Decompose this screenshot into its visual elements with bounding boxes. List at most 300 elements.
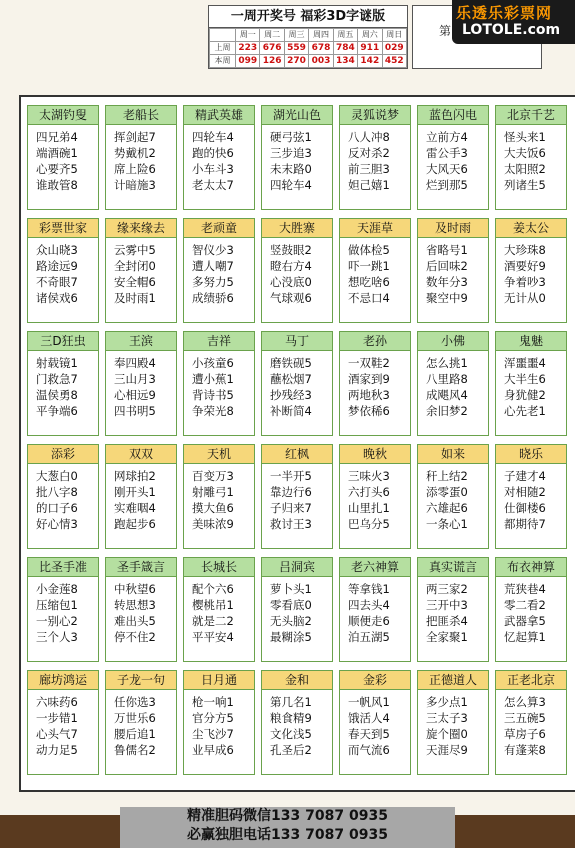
puzzle-card bbox=[105, 670, 177, 775]
riddle-line: 动力足5 bbox=[36, 743, 78, 757]
riddle-line: 三步追3 bbox=[270, 146, 312, 160]
riddle-line: 及时雨1 bbox=[114, 291, 156, 305]
card-lines bbox=[106, 464, 176, 532]
riddle-line: 等拿钱1 bbox=[348, 582, 390, 596]
puzzle-card bbox=[495, 557, 567, 662]
riddle-line: 添零蛋0 bbox=[426, 485, 468, 499]
riddle-line: 大葱白0 bbox=[36, 469, 78, 483]
riddle-line: 心要齐5 bbox=[36, 162, 78, 176]
riddle-line: 子建才4 bbox=[504, 469, 546, 483]
card-author: 王滨 bbox=[106, 332, 176, 351]
puzzle-card bbox=[495, 218, 567, 323]
riddle-line: 太阳照2 bbox=[504, 162, 546, 176]
puzzle-card bbox=[183, 105, 255, 210]
riddle-line: 无头脑2 bbox=[270, 614, 312, 628]
card-lines bbox=[340, 351, 410, 419]
puzzle-card bbox=[183, 670, 255, 775]
card-lines bbox=[496, 351, 566, 419]
site-logo[interactable] bbox=[452, 0, 575, 44]
riddle-line: 烂到那5 bbox=[426, 178, 468, 192]
puzzle-card bbox=[105, 444, 177, 549]
riddle-line: 任你选3 bbox=[114, 695, 156, 709]
card-author: 吉祥 bbox=[184, 332, 254, 351]
puzzle-card bbox=[339, 105, 411, 210]
riddle-line: 做体检5 bbox=[348, 243, 390, 257]
card-lines bbox=[262, 577, 332, 645]
riddle-line: 刚开头1 bbox=[114, 485, 156, 499]
puzzle-card bbox=[417, 670, 489, 775]
riddle-line: 安全帽6 bbox=[114, 275, 156, 289]
card-lines bbox=[184, 238, 254, 306]
riddle-line: 三五碗5 bbox=[504, 711, 546, 725]
riddle-line: 中秋望6 bbox=[114, 582, 156, 596]
puzzle-card bbox=[183, 557, 255, 662]
riddle-line: 四兄弟4 bbox=[36, 130, 78, 144]
riddle-line: 未末路0 bbox=[270, 162, 312, 176]
riddle-line: 网球拍2 bbox=[114, 469, 156, 483]
riddle-line: 遭小蕉1 bbox=[192, 372, 234, 386]
riddle-line: 心头气7 bbox=[36, 727, 78, 741]
riddle-line: 老太太7 bbox=[192, 178, 234, 192]
card-lines bbox=[262, 690, 332, 758]
draw-number: 270 bbox=[284, 55, 308, 68]
riddle-line: 路途远9 bbox=[36, 259, 78, 273]
riddle-line: 对相随2 bbox=[504, 485, 546, 499]
card-author: 子龙一句 bbox=[106, 671, 176, 690]
card-author: 灵狐说梦 bbox=[340, 106, 410, 125]
riddle-line: 智仪少3 bbox=[192, 243, 234, 257]
puzzle-card bbox=[261, 218, 333, 323]
riddle-line: 多努力5 bbox=[192, 275, 234, 289]
card-author: 廊坊鸿运 bbox=[28, 671, 98, 690]
riddle-line: 不奇眼7 bbox=[36, 275, 78, 289]
puzzle-card bbox=[105, 218, 177, 323]
card-author: 蓝色闪电 bbox=[418, 106, 488, 125]
riddle-line: 成飓风4 bbox=[426, 388, 468, 402]
card-lines bbox=[340, 577, 410, 645]
riddle-line: 旋个圈0 bbox=[426, 727, 468, 741]
card-lines bbox=[28, 577, 98, 645]
riddle-line: 两地秋3 bbox=[348, 388, 390, 402]
riddle-line: 一半开5 bbox=[270, 469, 312, 483]
riddle-line: 席上险6 bbox=[114, 162, 156, 176]
card-lines bbox=[418, 351, 488, 419]
card-lines bbox=[496, 238, 566, 306]
riddle-line: 端酒碗1 bbox=[36, 146, 78, 160]
riddle-line: 零二看2 bbox=[504, 598, 546, 612]
riddle-line: 好心情3 bbox=[36, 517, 78, 531]
row-label: 本周 bbox=[210, 55, 236, 68]
draw-row-this-week bbox=[210, 55, 407, 68]
card-author: 真实谎言 bbox=[418, 558, 488, 577]
riddle-line: 两三家2 bbox=[426, 582, 468, 596]
draw-number: 559 bbox=[284, 42, 308, 55]
draw-number: 784 bbox=[333, 42, 357, 55]
riddle-line: 大半生6 bbox=[504, 372, 546, 386]
card-lines bbox=[28, 125, 98, 193]
riddle-line: 射雕弓1 bbox=[192, 485, 234, 499]
riddle-line: 争着吵3 bbox=[504, 275, 546, 289]
card-lines bbox=[262, 238, 332, 306]
card-author: 老孙 bbox=[340, 332, 410, 351]
draw-number: 142 bbox=[358, 55, 382, 68]
riddle-line: 反对杀2 bbox=[348, 146, 390, 160]
header-cell bbox=[210, 29, 236, 42]
riddle-line: 跑的快6 bbox=[192, 146, 234, 160]
riddle-line: 转思想3 bbox=[114, 598, 156, 612]
riddle-line: 批八字8 bbox=[36, 485, 78, 499]
riddle-line: 数年分3 bbox=[426, 275, 468, 289]
card-author: 大胜寨 bbox=[262, 219, 332, 238]
card-lines bbox=[340, 464, 410, 532]
riddle-line: 雷公手3 bbox=[426, 146, 468, 160]
riddle-line: 三味火3 bbox=[348, 469, 390, 483]
draw-number: 452 bbox=[382, 55, 406, 68]
card-lines bbox=[340, 690, 410, 758]
card-author: 老船长 bbox=[106, 106, 176, 125]
card-lines bbox=[106, 351, 176, 419]
header-cell: 周五 bbox=[333, 29, 357, 42]
riddle-line: 蘸松烟7 bbox=[270, 372, 312, 386]
riddle-line: 酒要好9 bbox=[504, 259, 546, 273]
riddle-line: 小车斗3 bbox=[192, 162, 234, 176]
riddle-line: 春天到5 bbox=[348, 727, 390, 741]
riddle-line: 小孩童6 bbox=[192, 356, 234, 370]
puzzle-card bbox=[417, 218, 489, 323]
puzzle-card bbox=[27, 670, 99, 775]
card-author: 晓乐 bbox=[496, 445, 566, 464]
draw-number: 223 bbox=[236, 42, 260, 55]
puzzle-card bbox=[261, 670, 333, 775]
riddle-line: 怎么挑1 bbox=[426, 356, 468, 370]
header-cell: 周四 bbox=[309, 29, 333, 42]
card-lines bbox=[28, 238, 98, 306]
card-author: 湖光山色 bbox=[262, 106, 332, 125]
card-lines bbox=[418, 577, 488, 645]
card-author: 马丁 bbox=[262, 332, 332, 351]
riddle-line: 余旧梦2 bbox=[426, 404, 468, 418]
riddle-line: 三太子3 bbox=[426, 711, 468, 725]
riddle-line: 饿活人4 bbox=[348, 711, 390, 725]
riddle-line: 射载镜1 bbox=[36, 356, 78, 370]
riddle-line: 诸侯戏6 bbox=[36, 291, 78, 305]
riddle-line: 万世乐6 bbox=[114, 711, 156, 725]
card-author: 双双 bbox=[106, 445, 176, 464]
card-author: 三D狂虫 bbox=[28, 332, 98, 351]
header-cell: 周一 bbox=[236, 29, 260, 42]
puzzle-card bbox=[27, 105, 99, 210]
riddle-line: 梦依稀6 bbox=[348, 404, 390, 418]
card-lines bbox=[184, 464, 254, 532]
riddle-line: 跑起步6 bbox=[114, 517, 156, 531]
riddle-line: 云雾中5 bbox=[114, 243, 156, 257]
footer-line-2: 必赢独胆电话133 7087 0935 bbox=[187, 827, 388, 843]
card-author: 北京千艺 bbox=[496, 106, 566, 125]
riddle-line: 吓一跳1 bbox=[348, 259, 390, 273]
riddle-line: 配个六6 bbox=[192, 582, 234, 596]
riddle-line: 的口子6 bbox=[36, 501, 78, 515]
card-author: 布衣神算 bbox=[496, 558, 566, 577]
card-lines bbox=[340, 125, 410, 193]
riddle-line: 孔圣后2 bbox=[270, 743, 312, 757]
card-lines bbox=[106, 238, 176, 306]
card-author: 彩票世家 bbox=[28, 219, 98, 238]
riddle-line: 聚空中9 bbox=[426, 291, 468, 305]
riddle-line: 磨铁砚5 bbox=[270, 356, 312, 370]
draw-number: 676 bbox=[260, 42, 284, 55]
card-lines bbox=[28, 690, 98, 758]
riddle-line: 忆起算1 bbox=[504, 630, 546, 644]
panel-title: 一周开奖号 福彩3D字谜版 bbox=[209, 6, 407, 28]
riddle-line: 硬弓弦1 bbox=[270, 130, 312, 144]
riddle-line: 秆上结2 bbox=[426, 469, 468, 483]
riddle-line: 百变万3 bbox=[192, 469, 234, 483]
puzzle-card bbox=[27, 331, 99, 436]
riddle-line: 多少点1 bbox=[426, 695, 468, 709]
riddle-line: 腰后追1 bbox=[114, 727, 156, 741]
card-author: 金彩 bbox=[340, 671, 410, 690]
card-lines bbox=[496, 464, 566, 532]
riddle-line: 三开中3 bbox=[426, 598, 468, 612]
card-lines bbox=[106, 690, 176, 758]
riddle-line: 怎么算3 bbox=[504, 695, 546, 709]
riddle-line: 众山晓3 bbox=[36, 243, 78, 257]
riddle-line: 无计从0 bbox=[504, 291, 546, 305]
card-author: 缘来缘去 bbox=[106, 219, 176, 238]
riddle-line: 心相远9 bbox=[114, 388, 156, 402]
puzzle-card bbox=[27, 444, 99, 549]
riddle-line: 都期待7 bbox=[504, 517, 546, 531]
card-lines bbox=[262, 464, 332, 532]
riddle-line: 山里扎1 bbox=[348, 501, 390, 515]
card-author: 圣手箴言 bbox=[106, 558, 176, 577]
riddle-line: 官分方5 bbox=[192, 711, 234, 725]
riddle-line: 大风天6 bbox=[426, 162, 468, 176]
card-lines bbox=[262, 125, 332, 193]
card-author: 精武英雄 bbox=[184, 106, 254, 125]
riddle-line: 六雄起6 bbox=[426, 501, 468, 515]
card-lines bbox=[496, 125, 566, 193]
riddle-line: 文化浅5 bbox=[270, 727, 312, 741]
card-lines bbox=[184, 125, 254, 193]
riddle-line: 势戴机2 bbox=[114, 146, 156, 160]
card-lines bbox=[184, 577, 254, 645]
riddle-line: 心先老1 bbox=[504, 404, 546, 418]
riddle-line: 气球观6 bbox=[270, 291, 312, 305]
riddle-line: 最糊涂5 bbox=[270, 630, 312, 644]
riddle-line: 争荣光8 bbox=[192, 404, 234, 418]
puzzle-card bbox=[417, 331, 489, 436]
weekly-draw-panel bbox=[208, 5, 408, 69]
card-lines bbox=[28, 464, 98, 532]
riddle-line: 列诸生5 bbox=[504, 178, 546, 192]
riddle-line: 酒家到9 bbox=[348, 372, 390, 386]
riddle-line: 身犹健2 bbox=[504, 388, 546, 402]
header-cell: 周二 bbox=[260, 29, 284, 42]
puzzle-card bbox=[417, 557, 489, 662]
riddle-line: 计暗施3 bbox=[114, 178, 156, 192]
puzzle-card bbox=[183, 444, 255, 549]
puzzle-card bbox=[339, 331, 411, 436]
card-lines bbox=[106, 577, 176, 645]
puzzle-card bbox=[105, 557, 177, 662]
puzzle-card bbox=[105, 331, 177, 436]
riddle-line: 浑噩噩4 bbox=[504, 356, 546, 370]
draw-number: 029 bbox=[382, 42, 406, 55]
header-cell: 周三 bbox=[284, 29, 308, 42]
puzzle-card bbox=[417, 444, 489, 549]
riddle-line: 大珍珠8 bbox=[504, 243, 546, 257]
draw-table bbox=[209, 28, 407, 68]
puzzle-card bbox=[339, 218, 411, 323]
puzzle-card bbox=[339, 444, 411, 549]
draw-number: 099 bbox=[236, 55, 260, 68]
riddle-line: 顺便走6 bbox=[348, 614, 390, 628]
card-lines bbox=[28, 351, 98, 419]
card-lines bbox=[418, 464, 488, 532]
riddle-line: 樱桃吊1 bbox=[192, 598, 234, 612]
card-lines bbox=[184, 351, 254, 419]
row-label: 上周 bbox=[210, 42, 236, 55]
riddle-line: 心没底0 bbox=[270, 275, 312, 289]
header-cell: 周日 bbox=[382, 29, 406, 42]
card-author: 添彩 bbox=[28, 445, 98, 464]
card-author: 红枫 bbox=[262, 445, 332, 464]
card-author: 小佛 bbox=[418, 332, 488, 351]
riddle-line: 巴乌分5 bbox=[348, 517, 390, 531]
riddle-line: 零看底0 bbox=[270, 598, 312, 612]
riddle-line: 第几名1 bbox=[270, 695, 312, 709]
riddle-line: 三山月3 bbox=[114, 372, 156, 386]
puzzle-card bbox=[495, 105, 567, 210]
riddle-line: 一步错1 bbox=[36, 711, 78, 725]
riddle-line: 实难咽4 bbox=[114, 501, 156, 515]
riddle-line: 大夫饭6 bbox=[504, 146, 546, 160]
riddle-line: 救讨王3 bbox=[270, 517, 312, 531]
puzzle-card bbox=[495, 670, 567, 775]
riddle-line: 武器拿5 bbox=[504, 614, 546, 628]
footer-contact bbox=[120, 807, 455, 848]
riddle-line: 荒狭巷4 bbox=[504, 582, 546, 596]
riddle-line: 省略号1 bbox=[426, 243, 468, 257]
puzzle-grid bbox=[27, 105, 567, 775]
draw-number: 003 bbox=[309, 55, 333, 68]
card-lines bbox=[496, 690, 566, 758]
card-lines bbox=[262, 351, 332, 419]
card-author: 长城长 bbox=[184, 558, 254, 577]
riddle-line: 四轮车4 bbox=[192, 130, 234, 144]
puzzle-card bbox=[339, 557, 411, 662]
riddle-line: 摸大鱼6 bbox=[192, 501, 234, 515]
riddle-line: 平争端6 bbox=[36, 404, 78, 418]
puzzle-card bbox=[27, 557, 99, 662]
puzzle-card bbox=[27, 218, 99, 323]
riddle-line: 立前方4 bbox=[426, 130, 468, 144]
riddle-line: 枪一响1 bbox=[192, 695, 234, 709]
riddle-line: 有蓬莱8 bbox=[504, 743, 546, 757]
riddle-line: 业早成6 bbox=[192, 743, 234, 757]
riddle-line: 妲己嬉1 bbox=[348, 178, 390, 192]
card-author: 金和 bbox=[262, 671, 332, 690]
puzzle-card bbox=[183, 331, 255, 436]
card-author: 比圣手准 bbox=[28, 558, 98, 577]
card-author: 晚秋 bbox=[340, 445, 410, 464]
riddle-line: 子归来7 bbox=[270, 501, 312, 515]
card-author: 正德道人 bbox=[418, 671, 488, 690]
riddle-line: 不忌口4 bbox=[348, 291, 390, 305]
card-author: 如来 bbox=[418, 445, 488, 464]
riddle-line: 前三胆3 bbox=[348, 162, 390, 176]
riddle-line: 就是二2 bbox=[192, 614, 234, 628]
riddle-line: 四去头4 bbox=[348, 598, 390, 612]
puzzle-card bbox=[261, 105, 333, 210]
riddle-line: 遭人嘲7 bbox=[192, 259, 234, 273]
card-lines bbox=[496, 577, 566, 645]
riddle-line: 温侯勇8 bbox=[36, 388, 78, 402]
logo-en-text: LOTOLE.com bbox=[462, 22, 561, 38]
card-author: 天机 bbox=[184, 445, 254, 464]
riddle-line: 怪头来1 bbox=[504, 130, 546, 144]
card-lines bbox=[184, 690, 254, 758]
riddle-line: 挥剑起7 bbox=[114, 130, 156, 144]
puzzle-card bbox=[339, 670, 411, 775]
card-author: 日月通 bbox=[184, 671, 254, 690]
riddle-line: 压缩包1 bbox=[36, 598, 78, 612]
riddle-line: 门救急7 bbox=[36, 372, 78, 386]
logo-cn-text: 乐透乐彩票网 bbox=[456, 4, 553, 22]
riddle-line: 一双鞋2 bbox=[348, 356, 390, 370]
riddle-line: 尘飞沙7 bbox=[192, 727, 234, 741]
riddle-line: 鲁儒名2 bbox=[114, 743, 156, 757]
riddle-line: 谁敢管8 bbox=[36, 178, 78, 192]
puzzle-card bbox=[495, 331, 567, 436]
card-author: 天涯草 bbox=[340, 219, 410, 238]
puzzle-board bbox=[19, 95, 575, 792]
riddle-line: 一帆风1 bbox=[348, 695, 390, 709]
draw-number: 126 bbox=[260, 55, 284, 68]
riddle-line: 竖鼓眼2 bbox=[270, 243, 312, 257]
riddle-line: 三个人3 bbox=[36, 630, 78, 644]
card-lines bbox=[340, 238, 410, 306]
riddle-line: 全封闭0 bbox=[114, 259, 156, 273]
card-author: 鬼魅 bbox=[496, 332, 566, 351]
riddle-line: 美味浓9 bbox=[192, 517, 234, 531]
riddle-line: 把匪杀4 bbox=[426, 614, 468, 628]
puzzle-card bbox=[495, 444, 567, 549]
draw-row-last-week bbox=[210, 42, 407, 55]
riddle-line: 抄残经3 bbox=[270, 388, 312, 402]
card-lines bbox=[418, 125, 488, 193]
draw-number: 134 bbox=[333, 55, 357, 68]
riddle-line: 瞪右方4 bbox=[270, 259, 312, 273]
riddle-line: 后回味2 bbox=[426, 259, 468, 273]
draw-number: 678 bbox=[309, 42, 333, 55]
header-cell: 周六 bbox=[358, 29, 382, 42]
riddle-line: 一条心1 bbox=[426, 517, 468, 531]
riddle-line: 天涯尽9 bbox=[426, 743, 468, 757]
card-author: 老顽童 bbox=[184, 219, 254, 238]
riddle-line: 成绩骄6 bbox=[192, 291, 234, 305]
card-lines bbox=[106, 125, 176, 193]
puzzle-card bbox=[105, 105, 177, 210]
riddle-line: 泊五湖5 bbox=[348, 630, 390, 644]
puzzle-card bbox=[261, 331, 333, 436]
card-lines bbox=[418, 690, 488, 758]
riddle-line: 一别心2 bbox=[36, 614, 78, 628]
card-author: 及时雨 bbox=[418, 219, 488, 238]
card-author: 老六神算 bbox=[340, 558, 410, 577]
draw-number: 911 bbox=[358, 42, 382, 55]
